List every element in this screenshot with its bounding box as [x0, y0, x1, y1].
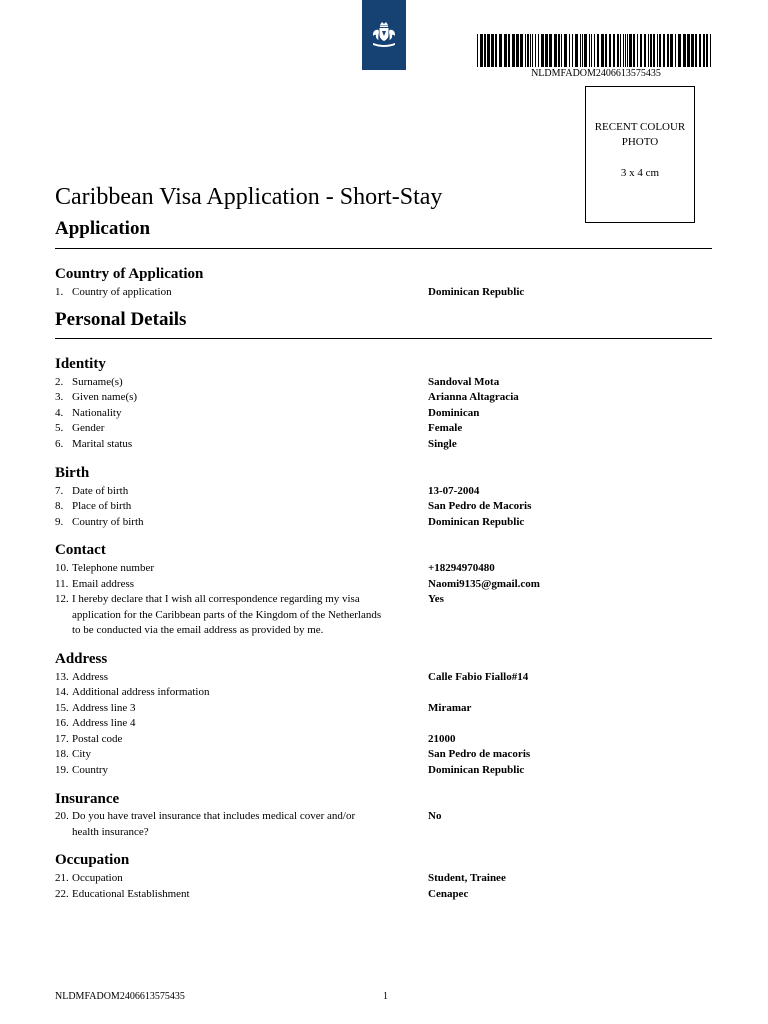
- field-label: [55, 732, 415, 748]
- barcode-bar: [549, 34, 552, 67]
- barcode-bar: [480, 34, 483, 67]
- barcode-bar: [487, 34, 490, 67]
- barcode-number: NLDMFADOM2406613575435: [531, 68, 661, 79]
- field-number: 4.: [55, 407, 64, 419]
- barcode-bar: [627, 34, 628, 67]
- field-number: 1.: [55, 286, 64, 298]
- field-value: Miramar: [428, 702, 472, 714]
- barcode-bar: [538, 34, 539, 67]
- field-text: Educational Establishment: [72, 888, 190, 900]
- field-label: [55, 390, 415, 406]
- field-text: Country of birth: [72, 516, 144, 528]
- field-value: San Pedro de Macoris: [428, 500, 532, 512]
- barcode-bar: [569, 34, 570, 67]
- crest-icon: [369, 22, 399, 48]
- barcode-bar: [623, 34, 624, 67]
- field-text: I hereby declare that I wish all correspondence regarding my visa: [72, 593, 360, 605]
- field-value: Student, Trainee: [428, 872, 506, 884]
- field-label: [55, 592, 415, 639]
- photo-size-label: 3 x 4 cm: [620, 167, 660, 179]
- barcode-bar: [541, 34, 544, 67]
- field-number: 21.: [55, 872, 69, 884]
- field-label: [55, 375, 415, 391]
- field-text: Given name(s): [72, 391, 138, 403]
- field-number: 13.: [55, 671, 69, 683]
- subsection-identity: Identity: [55, 356, 106, 372]
- barcode-bar: [589, 34, 590, 67]
- field-value: Single: [428, 438, 457, 450]
- field-text: Nationality: [72, 407, 122, 419]
- barcode-bar: [605, 34, 607, 67]
- barcode-bar: [575, 34, 578, 67]
- field-text: Gender: [72, 422, 105, 434]
- barcode-bar: [601, 34, 604, 67]
- field-number: 8.: [55, 500, 64, 512]
- field-text: Country of application: [72, 286, 172, 298]
- barcode-bar: [625, 34, 626, 67]
- page-number: 1: [383, 991, 388, 1002]
- barcode-bar: [558, 34, 560, 67]
- barcode-bar: [504, 34, 507, 67]
- field-number: 11.: [55, 578, 69, 590]
- field-value: Sandoval Mota: [428, 376, 500, 388]
- barcode-bar: [495, 34, 497, 67]
- barcode-bar: [477, 34, 478, 67]
- section-personal-details: Personal Details: [55, 309, 712, 339]
- field-number: 16.: [55, 717, 69, 729]
- field-value: Dominican: [428, 407, 480, 419]
- field-value: Dominican Republic: [428, 286, 525, 298]
- footer-document-id: NLDMFADOM2406613575435: [55, 991, 185, 1002]
- barcode-bar: [650, 34, 652, 67]
- field-text: Address line 4: [72, 717, 136, 729]
- barcode-bar: [527, 34, 529, 67]
- barcode-bar: [572, 34, 573, 67]
- barcode-bar: [512, 34, 515, 67]
- field-text: Marital status: [72, 438, 133, 450]
- barcode-bar: [675, 34, 676, 67]
- field-text: City: [72, 748, 91, 760]
- field-label: [55, 421, 415, 437]
- barcode-bar: [644, 34, 646, 67]
- field-label: [55, 484, 415, 500]
- barcode-bar: [670, 34, 673, 67]
- subsection-insurance: Insurance: [55, 791, 120, 807]
- barcode-bar: [640, 34, 642, 67]
- field-value: Cenapec: [428, 888, 469, 900]
- photo-placeholder: [585, 86, 695, 223]
- subsection-birth: Birth: [55, 465, 90, 481]
- field-value: +18294970480: [428, 562, 495, 574]
- subsection-contact: Contact: [55, 542, 106, 558]
- field-number: 18.: [55, 748, 69, 760]
- barcode-bar: [629, 34, 632, 67]
- field-label: [55, 670, 415, 686]
- barcode-bar: [491, 34, 494, 67]
- field-label: [55, 515, 415, 531]
- field-label: [55, 437, 415, 453]
- field-text: Country: [72, 764, 109, 776]
- field-value: Arianna Altagracia: [428, 391, 519, 403]
- field-label: [55, 577, 415, 593]
- barcode-bar: [699, 34, 701, 67]
- barcode-bar: [591, 34, 592, 67]
- field-value: Dominican Republic: [428, 516, 525, 528]
- field-text: Date of birth: [72, 485, 129, 497]
- field-label: [55, 685, 415, 701]
- field-value: 13-07-2004: [428, 485, 480, 497]
- barcode-bar: [594, 34, 595, 67]
- field-label: [55, 809, 415, 840]
- barcode-bar: [535, 34, 536, 67]
- field-number: 17.: [55, 733, 69, 745]
- barcode-bar: [617, 34, 619, 67]
- barcode-bar: [695, 34, 697, 67]
- barcode-bar: [667, 34, 669, 67]
- barcode-bar: [637, 34, 638, 67]
- field-text: Occupation: [72, 872, 123, 884]
- subsection-occupation: Occupation: [55, 852, 130, 868]
- barcode-bar: [532, 34, 533, 67]
- barcode-bar: [561, 34, 562, 67]
- field-label: [55, 716, 415, 732]
- barcode-bar: [530, 34, 531, 67]
- field-label: [55, 561, 415, 577]
- barcode-bar: [508, 34, 510, 67]
- barcode-bar: [564, 34, 567, 67]
- barcode-bar: [710, 34, 711, 67]
- section-application: Application: [55, 218, 712, 249]
- field-text: Place of birth: [72, 500, 132, 512]
- barcode-bar: [703, 34, 705, 67]
- barcode-bar: [520, 34, 523, 67]
- barcode-bar: [659, 34, 661, 67]
- barcode-bar: [691, 34, 694, 67]
- field-value: Naomi9135@gmail.com: [428, 578, 540, 590]
- barcode-bar: [584, 34, 587, 67]
- barcode-bar: [653, 34, 655, 67]
- barcode-bar: [687, 34, 690, 67]
- barcode-bar: [545, 34, 548, 67]
- field-label: [55, 499, 415, 515]
- field-number: 7.: [55, 485, 64, 497]
- field-number: 14.: [55, 686, 69, 698]
- barcode-bar: [597, 34, 599, 67]
- field-number: 2.: [55, 376, 64, 388]
- field-text: Surname(s): [72, 376, 123, 388]
- field-number: 10.: [55, 562, 69, 574]
- field-label: [55, 763, 415, 779]
- field-label: [55, 747, 415, 763]
- field-number: 5.: [55, 422, 64, 434]
- field-text: Email address: [72, 578, 135, 590]
- photo-label-line2: PHOTO: [621, 136, 659, 148]
- field-number: 6.: [55, 438, 64, 450]
- field-text: Do you have travel insurance that includes medical cover and/or: [72, 810, 356, 822]
- field-text-continuation: health insurance?: [72, 825, 149, 838]
- field-text: Address: [72, 671, 109, 683]
- field-number: 9.: [55, 516, 64, 528]
- barcode-bar: [516, 34, 519, 67]
- barcode-bar: [706, 34, 708, 67]
- field-value: Female: [428, 422, 463, 434]
- barcode: [477, 34, 715, 67]
- document-title: Caribbean Visa Application - Short-Stay: [55, 184, 443, 210]
- subsection-country-of-application: Country of Application: [55, 266, 204, 282]
- barcode-bar: [620, 34, 621, 67]
- coat-of-arms-logo: [362, 0, 406, 70]
- field-label: [55, 871, 415, 887]
- field-text: Postal code: [72, 733, 123, 745]
- barcode-bar: [499, 34, 502, 67]
- photo-label-line1: RECENT COLOUR: [594, 121, 686, 133]
- field-text: Telephone number: [72, 562, 155, 574]
- barcode-bar: [648, 34, 649, 67]
- field-number: 15.: [55, 702, 69, 714]
- field-label: [55, 406, 415, 422]
- field-text: Additional address information: [72, 686, 210, 698]
- field-label: [55, 701, 415, 717]
- barcode-bar: [580, 34, 581, 67]
- subsection-address: Address: [55, 651, 108, 667]
- field-text-continuation: to be conducted via the email address as provided by me.: [72, 624, 324, 636]
- barcode-bar: [582, 34, 583, 67]
- barcode-bar: [484, 34, 486, 67]
- field-number: 20.: [55, 810, 69, 822]
- field-value: Calle Fabio Fiallo#14: [428, 671, 529, 683]
- field-text-continuation: application for the Caribbean parts of the Kingdom of the Netherlands: [72, 608, 382, 621]
- field-number: 12.: [55, 593, 69, 605]
- barcode-bar: [678, 34, 681, 67]
- barcode-bar: [633, 34, 635, 67]
- field-text: Address line 3: [72, 702, 136, 714]
- barcode-bar: [683, 34, 686, 67]
- field-value: San Pedro de macoris: [428, 748, 531, 760]
- barcode-bar: [525, 34, 526, 67]
- barcode-bar: [663, 34, 665, 67]
- field-value: No: [428, 810, 442, 822]
- field-value: Dominican Republic: [428, 764, 525, 776]
- barcode-bar: [609, 34, 611, 67]
- barcode-bar: [613, 34, 615, 67]
- field-number: 22.: [55, 888, 69, 900]
- field-value: 21000: [428, 733, 456, 745]
- field-label: [55, 887, 415, 903]
- field-value: Yes: [428, 593, 444, 605]
- field-number: 19.: [55, 764, 69, 776]
- barcode-bar: [657, 34, 658, 67]
- field-label: [55, 285, 415, 301]
- barcode-bar: [554, 34, 557, 67]
- field-number: 3.: [55, 391, 64, 403]
